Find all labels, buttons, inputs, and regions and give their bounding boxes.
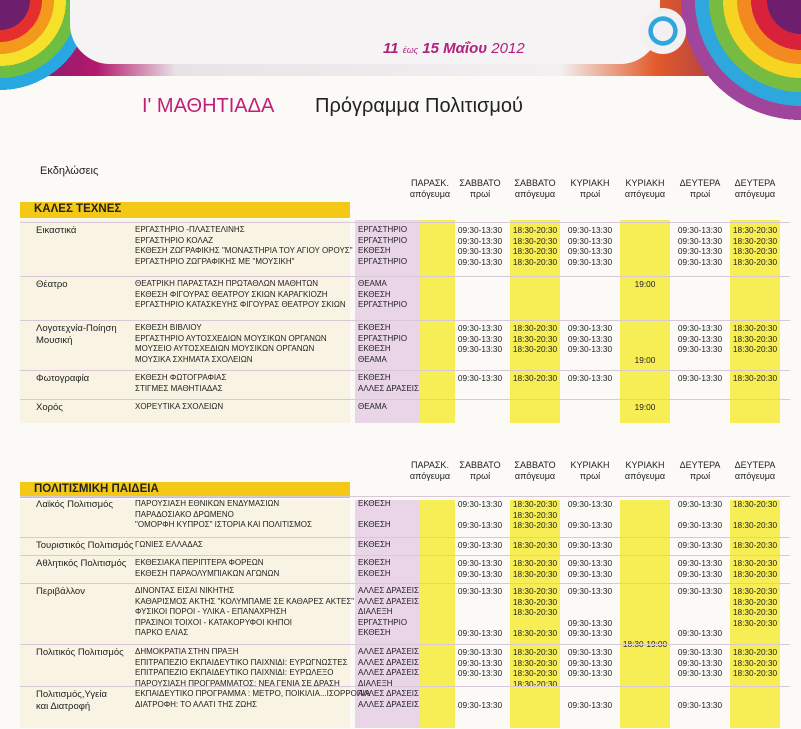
column-header [670,460,730,482]
activity-item: ΕΚΘΕΣΗ ΦΩΤΟΓΡΑΦΙΑΣ [135,373,227,382]
time-cell: 19:00 [634,279,656,289]
sun-emblem-icon [640,8,686,54]
time-cell: 09:30-13:30 09:30-13:30 09:30-13:30 [677,323,723,354]
activity-type: ΕΚΘΕΣΗ [358,628,391,637]
activity-type: ΕΡΓΑΣΤΗΡΙΟ [358,225,408,234]
activity-item: ΕΡΓΑΣΤΗΡΙΟ -ΠΛΑΣΤΕΛΙΝΗΣ [135,225,245,234]
section-title: ΚΑΛΕΣ ΤΕΧΝΕΣ [34,203,122,215]
column-header [560,460,620,482]
activity-item: ΕΠΙΤΡΑΠΕΖΙΟ ΕΚΠΑΙΔΕΥΤΙΚΟ ΠΑΙΧΝΙΔΙ: ΕΥΡΩΓΝΩΣΤΕΣ [135,657,348,667]
time-cell: 18:30-20:30 18:30-20:30 18:30-20:30 [512,499,558,530]
time-cell: 09:30-13:30 09:30-13:30 09:30-13:30 [567,586,613,638]
column-header [615,178,675,200]
activity-type: ΕΚΘΕΣΗ [358,344,391,353]
time-cell: 09:30-13:30 09:30-13:30 09:30-13:30 [567,323,613,354]
time-cell: 09:30-13:30 [567,540,613,550]
activity-item: ΠΑΡΚΟ ΕΛΙΑΣ [135,628,189,637]
section-title: ΠΟΛΙΤΙΣΜΙΚΗ ΠΑΙΔΕΙΑ [34,483,159,495]
time-cell: 09:30-13:30 09:30-13:30 09:30-13:30 [567,647,613,678]
column-part: πρωί [469,471,491,481]
time-cell: 18:30-20:30 18:30-20:30 [512,558,558,579]
activity-type: ΕΚΘΕΣΗ [358,568,391,578]
time-cell: 09:30-13:30 [567,699,613,710]
column-part: απόγευμα [624,189,666,199]
column-day: ΚΥΡΙΑΚΗ [570,178,610,188]
column-part: απόγευμα [734,471,776,481]
date-end: 15 Μαΐου [422,40,488,57]
time-cell: 09:30-13:30 09:30-13:30 [567,499,613,530]
time-cell: 09:30-13:30 09:30-13:30 [677,499,723,530]
time-cell: 09:30-13:30 09:30-13:30 09:30-13:30 [457,647,503,678]
column-header [505,178,565,200]
time-cell: 09:30-13:30 09:30-13:30 09:30-13:30 09:30-13:30 [457,225,503,267]
column-day: ΔΕΥΤΕΡΑ [734,178,776,188]
activity-item: ΘΕΑΤΡΙΚΗ ΠΑΡΑΣΤΑΣΗ ΠΡΩΤΑΘΛΩΝ ΜΑΘΗΤΩΝ [135,279,319,288]
activity-item: ΠΑΡΟΥΣΙΑΣΗ ΕΘΝΙΚΩΝ ΕΝΔΥΜΑΣΙΩΝ [135,499,280,508]
activity-type: ΕΚΘΕΣΗ [358,558,391,567]
time-cell: 18:30-19:00 [622,638,668,649]
activity-item: ΕΚΘΕΣΗ ΖΩΓΡΑΦΙΚΗΣ "ΜΟΝΑΣΤΗΡΙΑ ΤΟΥ ΑΓΙΟΥ ΟΡΟΥΣ" [135,246,353,255]
column-day: ΠΑΡΑΣΚ. [411,460,449,470]
activity-type: ΕΚΘΕΣΗ [358,246,391,255]
time-cell: 09:30-13:30 [457,373,503,383]
column-day: ΚΥΡΙΑΚΗ [570,460,610,470]
row-category: Θέατρο [36,279,68,290]
activity-item: ΚΑΘΑΡΙΣΜΟΣ ΑΚΤΗΣ "ΚΟΛΥΜΠΑΜΕ ΣΕ ΚΑΘΑΡΕΣ ΑΚΤΕΣ" [135,596,355,606]
column-header [725,460,785,482]
activity-type: ΕΡΓΑΣΤΗΡΙΟ [358,333,408,343]
activity-type: ΑΛΛΕΣ ΔΡΑΣΕΙΣ [358,668,419,677]
time-cell: 18:30-20:30 18:30-20:30 18:30-20:30 [732,647,778,678]
time-cell: 09:30-13:30 09:30-13:30 [457,586,503,638]
time-cell: 18:30-20:30 18:30-20:30 18:30-20:30 18:30-20:30 [732,586,778,628]
activity-item: ΓΩΝΙΕΣ ΕΛΛΑΔΑΣ [135,540,203,549]
activity-type: ΔΙΑΛΕΞΗ [358,678,393,688]
activity-item: ΣΤΙΓΜΕΣ ΜΑΘΗΤΙΑΔΑΣ [135,383,223,393]
activity-item: ΕΚΘΕΣΗ ΒΙΒΛΙΟΥ [135,323,202,332]
activity-item: ΕΚΘΕΣΗ ΦΙΓΟΥΡΑΣ ΘΕΑΤΡΟΥ ΣΚΙΩΝ ΚΑΡΑΓΚΙΟΖΗ [135,289,328,299]
time-cell: 09:30-13:30 [567,373,613,383]
activity-type: ΕΚΘΕΣΗ [358,540,391,549]
activity-type: ΑΛΛΕΣ ΔΡΑΣΕΙΣ [358,586,419,595]
date-year: 2012 [491,40,525,57]
activity-item: ΠΑΡΑΔΟΣΙΑΚΟ ΔΡΩΜΕΝΟ [135,509,234,519]
column-day: ΔΕΥΤΕΡΑ [734,460,776,470]
column-part: πρωί [579,189,601,199]
activity-type: ΔΙΑΛΕΞΗ [358,607,393,616]
column-day: ΔΕΥΤΕΡΑ [679,460,721,470]
activity-item: ΕΡΓΑΣΤΗΡΙΟ ΚΑΤΑΣΚΕΥΗΣ ΦΙΓΟΥΡΑΣ ΘΕΑΤΡΟΥ ΣΚΙΩΝ [135,300,346,309]
time-cell: 09:30-13:30 [457,540,503,550]
row-category: Φωτογραφία [36,373,90,384]
column-header [725,178,785,200]
column-day: ΚΥΡΙΑΚΗ [625,460,665,470]
activity-item: ΕΠΙΤΡΑΠΕΖΙΟ ΕΚΠΑΙΔΕΥΤΙΚΟ ΠΑΙΧΝΙΔΙ: ΕΥΡΩΛΕΞΟ [135,668,334,677]
activity-type: ΑΛΛΕΣ ΔΡΑΣΕΙΣ [358,689,419,698]
time-cell: 09:30-13:30 09:30-13:30 [567,558,613,579]
time-cell: 18:30-20:30 18:30-20:30 [732,558,778,579]
time-cell: 09:30-13:30 09:30-13:30 [457,499,503,530]
activity-item: ΕΚΘΕΣΙΑΚΑ ΠΕΡΙΠΤΕΡΑ ΦΟΡΕΩΝ [135,558,264,567]
column-header [670,178,730,200]
activity-item: ΕΡΓΑΣΤΗΡΙΟ ΚΟΛΑΖ [135,235,214,245]
time-cell: 09:30-13:30 [677,373,723,383]
activity-type: ΑΛΛΕΣ ΔΡΑΣΕΙΣ [358,383,419,393]
time-cell: 09:30-13:30 [677,540,723,550]
column-part: απόγευμα [409,189,451,199]
time-cell: 09:30-13:30 09:30-13:30 [677,558,723,579]
row-category: Τουριστικός Πολιτισμός [36,540,134,551]
time-cell: 18:30-20:30 [512,373,558,383]
column-day: ΣΑΒΒΑΤΟ [514,460,556,470]
page-title: Ι' ΜΑΘΗΤΙΑΔΑ [142,95,275,117]
activity-item: ΦΥΣΙΚΟΙ ΠΟΡΟΙ - ΥΛΙΚΑ - ΕΠΑΝΑΧΡΗΣΗ [135,607,287,616]
time-cell: 18:30-20:30 [512,540,558,550]
activity-item: ΠΑΡΟΥΣΙΑΣΗ ΠΡΟΓΡΑΜΜΑΤΟΣ: ΝΕΑ ΓΕΝΙΑ ΣΕ ΔΡΑΣΗ [135,678,340,688]
activity-item: ΕΡΓΑΣΤΗΡΙΟ ΑΥΤΟΣΧΕΔΙΩΝ ΜΟΥΣΙΚΩΝ ΟΡΓΑΝΩΝ [135,333,327,343]
time-cell: 18:30-20:30 18:30-20:30 18:30-20:30 [512,323,558,354]
activity-item: ΔΗΜΟΚΡΑΤΙΑ ΣΤΗΝ ΠΡΑΞΗ [135,647,239,656]
time-cell: 19:00 [634,402,656,412]
column-part: απόγευμα [514,189,556,199]
row-category: Πολιτικός Πολιτισμός [36,647,124,658]
activity-type: ΕΡΓΑΣΤΗΡΙΟ [358,235,408,245]
row-category: Περιβάλλον [36,586,85,597]
activity-type: ΕΡΓΑΣΤΗΡΙΟ [358,300,408,309]
column-day: ΚΥΡΙΑΚΗ [625,178,665,188]
activity-item: ΠΡΑΣΙΝΟΙ ΤΟΙΧΟΙ - ΚΑΤΑΚΟΡΥΦΟΙ ΚΗΠΟΙ [135,617,293,627]
column-header [505,460,565,482]
section-cultural-education [20,460,790,728]
time-cell: 18:30-20:30 [732,373,778,383]
activity-item: ΜΟΥΣΕΙΟ ΑΥΤΟΣΧΕΔΙΩΝ ΜΟΥΣΙΚΩΝ ΟΡΓΑΝΩΝ [135,344,315,353]
time-cell: 18:30-20:30 18:30-20:30 18:30-20:30 18:30-20:30 [732,225,778,267]
time-cell: 18:30-20:30 18:30-20:30 18:30-20:30 18:30-20:30 [512,647,558,689]
column-part: απόγευμα [734,189,776,199]
column-part: πρωί [689,471,711,481]
time-cell: 18:30-20:30 [732,540,778,550]
activity-item: ΔΙΝΟΝΤΑΣ ΕΙΣΑΙ ΝΙΚΗΤΗΣ [135,586,235,595]
time-cell: 09:30-13:30 09:30-13:30 09:30-13:30 09:30-13:30 [677,225,723,267]
activity-item: ΕΡΓΑΣΤΗΡΙΟ ΖΩΓΡΑΦΙΚΗΣ ΜΕ "ΜΟΥΣΙΚΗ" [135,256,295,266]
activity-type: ΘΕΑΜΑ [358,354,387,364]
column-header [450,178,510,200]
activity-item: ΜΟΥΣΙΚΑ ΣΧΗΜΑΤΑ ΣΧΟΛΕΙΩΝ [135,354,253,364]
column-day: ΣΑΒΒΑΤΟ [514,178,556,188]
time-cell: 19:00 [634,354,656,365]
column-part: πρωί [579,471,601,481]
column-part: απόγευμα [514,471,556,481]
activity-type: ΕΡΓΑΣΤΗΡΙΟ [358,256,408,266]
column-part: πρωί [689,189,711,199]
activity-type: ΕΚΘΕΣΗ [358,499,391,508]
activity-item: "ΟΜΟΡΦΗ ΚΥΠΡΟΣ" ΙΣΤΟΡΙΑ ΚΑΙ ΠΟΛΙΤΙΣΜΟΣ [135,520,312,529]
time-cell: 18:30-20:30 18:30-20:30 18:30-20:30 [732,323,778,354]
banner-center-panel [70,0,660,64]
column-part: απόγευμα [409,471,451,481]
date-separator: έως [402,45,419,55]
column-part: πρωί [469,189,491,199]
event-dates [383,40,525,57]
activity-item: ΕΚΠΑΙΔΕΥΤΙΚΟ ΠΡΟΓΡΑΜΜΑ : ΜΕΤΡΟ, ΠΟΙΚΙΛΙΑ...ΙΣΟΡΡΟΠΙΑ [135,689,371,698]
activity-item: ΔΙΑΤΡΟΦΗ: ΤΟ ΑΛΑΤΙ ΤΗΣ ΖΩΗΣ [135,699,257,709]
row-category: Πολιτισμός,Υγεία και Διατροφή [36,689,107,712]
activity-type: ΑΛΛΕΣ ΔΡΑΣΕΙΣ [358,657,419,667]
time-cell: 09:30-13:30 09:30-13:30 [457,558,503,579]
column-day: ΣΑΒΒΑΤΟ [459,460,501,470]
time-cell: 18:30-20:30 18:30-20:30 18:30-20:30 18:30-20:30 [512,586,558,638]
activity-type: ΑΛΛΕΣ ΔΡΑΣΕΙΣ [358,647,419,656]
time-cell: 09:30-13:30 [457,699,503,710]
events-subheading: Εκδηλώσεις [40,165,99,177]
time-cell: 18:30-20:30 18:30-20:30 [732,499,778,530]
activity-type: ΕΚΘΕΣΗ [358,289,391,299]
time-cell: 09:30-13:30 09:30-13:30 [677,586,723,638]
activity-type: ΑΛΛΕΣ ΔΡΑΣΕΙΣ [358,699,419,709]
activity-type: ΑΛΛΕΣ ΔΡΑΣΕΙΣ [358,596,419,606]
row-category: Λαϊκός Πολιτισμός [36,499,113,510]
column-day: ΠΑΡΑΣΚ. [411,178,449,188]
column-header [560,178,620,200]
column-part: απόγευμα [624,471,666,481]
activity-type: ΘΕΑΜΑ [358,402,387,411]
activity-type: ΕΚΘΕΣΗ [358,373,391,382]
activity-item: ΧΟΡΕΥΤΙΚΑ ΣΧΟΛΕΙΩΝ [135,402,224,411]
row-category: Λογοτεχνία-Ποίηση Μουσική [36,323,117,346]
column-day: ΣΑΒΒΑΤΟ [459,178,501,188]
page-subtitle: Πρόγραμμα Πολιτισμού [315,95,523,117]
row-category: Εικαστικά [36,225,77,236]
column-header [450,460,510,482]
time-cell: 09:30-13:30 09:30-13:30 09:30-13:30 [677,647,723,678]
activity-type: ΘΕΑΜΑ [358,279,387,288]
activity-type: ΕΡΓΑΣΤΗΡΙΟ [358,617,408,627]
activity-type: ΕΚΘΕΣΗ [358,520,391,529]
row-category: Χορός [36,402,63,413]
time-cell: 09:30-13:30 09:30-13:30 09:30-13:30 [457,323,503,354]
row-category: Αθλητικός Πολιτισμός [36,558,127,569]
time-cell: 09:30-13:30 [677,699,723,710]
time-cell: 09:30-13:30 09:30-13:30 09:30-13:30 09:30-13:30 [567,225,613,267]
activity-item: ΕΚΘΕΣΗ ΠΑΡΑΟΛΥΜΠΙΑΚΩΝ ΑΓΩΝΩΝ [135,568,280,578]
column-header [615,460,675,482]
section-fine-arts [20,178,790,423]
activity-type: ΕΚΘΕΣΗ [358,323,391,332]
column-day: ΔΕΥΤΕΡΑ [679,178,721,188]
time-cell: 18:30-20:30 18:30-20:30 18:30-20:30 18:30-20:30 [512,225,558,267]
date-start: 11 [383,40,399,57]
